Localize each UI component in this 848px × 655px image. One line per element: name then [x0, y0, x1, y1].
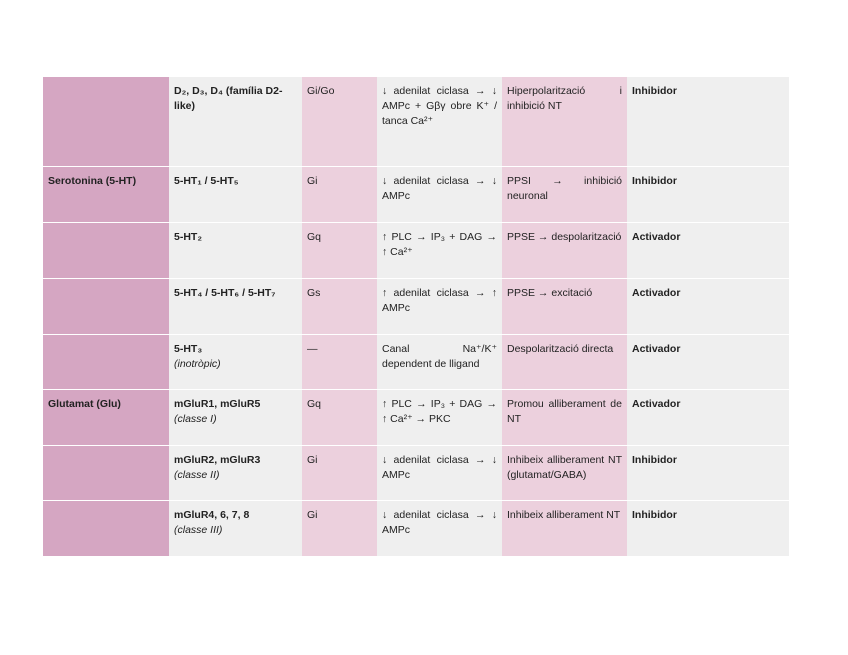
type-cell: [627, 278, 789, 334]
group-cell-text: Serotonina (5-HT): [48, 174, 137, 187]
mechanism-cell: [377, 77, 502, 166]
effect-cell: [502, 77, 627, 166]
protein-cell-text: Gi: [307, 174, 318, 187]
effect-cell-text: PPSI → inhibició neuronal: [507, 174, 622, 202]
effect-cell-text: Hiperpolarització i inhibició NT: [507, 85, 622, 112]
type-cell-text: Activador: [632, 342, 681, 355]
table-row: [43, 222, 789, 278]
type-cell-text: Activador: [632, 397, 681, 410]
type-cell-text: Activador: [632, 286, 681, 299]
type-cell: [627, 334, 789, 389]
receptor-cell-text: 5-HT₃: [174, 342, 203, 355]
receptor-cell: [169, 445, 302, 500]
mechanism-cell-text: ↓ adenilat ciclasa → ↓ AMPc: [382, 508, 497, 536]
type-cell: [627, 222, 789, 278]
receptor-cell: [169, 77, 302, 166]
mechanism-cell-text: ↑ PLC → IP₃ + DAG → ↑ Ca²⁺ → PKC: [382, 397, 497, 425]
table-row: [43, 445, 789, 500]
effect-cell-text: Inhibeix alliberament NT: [507, 508, 621, 521]
group-cell: [43, 166, 169, 222]
effect-cell-text: PPSE → despolarització: [507, 230, 622, 243]
group-cell: [43, 500, 169, 556]
effect-cell-text: Inhibeix alliberament NT (glutamat/GABA): [507, 453, 622, 481]
effect-cell: [502, 166, 627, 222]
receptor-cell-text: 5-HT₄ / 5-HT₆ / 5-HT₇: [174, 286, 276, 299]
protein-cell: [302, 278, 377, 334]
receptor-cell: [169, 278, 302, 334]
group-cell: [43, 222, 169, 278]
effect-cell: [502, 278, 627, 334]
mechanism-cell: [377, 222, 502, 278]
type-cell: [627, 77, 789, 166]
mechanism-cell: [377, 166, 502, 222]
receptor-note: (classe I): [174, 412, 217, 425]
group-cell: [43, 334, 169, 389]
type-cell: [627, 500, 789, 556]
protein-cell-text: Gq: [307, 397, 322, 410]
receptor-cell-text: mGluR4, 6, 7, 8: [174, 508, 250, 521]
group-cell: [43, 389, 169, 445]
protein-cell: [302, 389, 377, 445]
protein-cell-text: Gs: [307, 286, 321, 299]
type-cell-text: Inhibidor: [632, 85, 677, 97]
table-row: [43, 77, 789, 166]
receptor-cell: [169, 334, 302, 389]
table-row: [43, 500, 789, 556]
type-cell-text: Activador: [632, 230, 681, 243]
mechanism-cell: [377, 500, 502, 556]
receptor-cell: [169, 166, 302, 222]
protein-cell-text: —: [307, 342, 318, 355]
receptor-cell-text: 5-HT₂: [174, 230, 202, 243]
effect-cell-text: Promou alliberament de NT: [507, 397, 622, 425]
table-row: [43, 334, 789, 389]
type-cell: [627, 166, 789, 222]
protein-cell-text: Gi: [307, 453, 318, 466]
type-cell: [627, 445, 789, 500]
protein-cell: [302, 445, 377, 500]
effect-cell: [502, 334, 627, 389]
receptor-cell: [169, 222, 302, 278]
group-cell-text: Glutamat (Glu): [48, 397, 121, 410]
receptor-cell: [169, 500, 302, 556]
effect-cell-text: Despolarització directa: [507, 342, 614, 355]
receptor-table: [43, 77, 789, 557]
type-cell: [627, 389, 789, 445]
table-row: [43, 166, 789, 222]
mechanism-cell-text: ↑ adenilat ciclasa → ↑ AMPc: [382, 286, 497, 314]
effect-cell: [502, 500, 627, 556]
type-cell-text: Inhibidor: [632, 453, 677, 466]
effect-cell: [502, 445, 627, 500]
receptor-note: (classe II): [174, 468, 220, 481]
protein-cell: [302, 222, 377, 278]
receptor-cell-text: D₂, D₃, D₄ (família D2-like): [174, 85, 283, 112]
mechanism-cell-text: ↓ adenilat ciclasa → ↓ AMPc: [382, 453, 497, 481]
protein-cell: [302, 500, 377, 556]
mechanism-cell: [377, 278, 502, 334]
protein-cell-text: Gi: [307, 508, 318, 521]
mechanism-cell-text: Canal Na⁺/K⁺ dependent de lligand: [382, 342, 497, 370]
mechanism-cell: [377, 334, 502, 389]
receptor-note: (classe III): [174, 523, 223, 536]
type-cell-text: Inhibidor: [632, 508, 677, 521]
group-cell: [43, 445, 169, 500]
protein-cell: [302, 77, 377, 166]
type-cell-text: Inhibidor: [632, 174, 677, 187]
receptor-cell-text: 5-HT₁ / 5-HT₅: [174, 174, 239, 187]
protein-cell-text: Gq: [307, 230, 322, 243]
effect-cell: [502, 389, 627, 445]
effect-cell-text: PPSE → excitació: [507, 286, 593, 299]
group-cell: [43, 77, 169, 166]
receptor-cell-text: mGluR1, mGluR5: [174, 397, 261, 410]
table-row: [43, 278, 789, 334]
mechanism-cell-text: ↓ adenilat ciclasa → ↓ AMPc + Gβγ obre K⁺ / tanca Ca²⁺: [382, 85, 497, 127]
effect-cell: [502, 222, 627, 278]
receptor-note: (inotròpic): [174, 357, 221, 370]
protein-cell: [302, 334, 377, 389]
receptor-cell-text: mGluR2, mGluR3: [174, 453, 261, 466]
group-cell: [43, 278, 169, 334]
mechanism-cell-text: ↑ PLC → IP₃ + DAG → ↑ Ca²⁺: [382, 230, 497, 258]
protein-cell-text: Gi/Go: [307, 85, 335, 97]
mechanism-cell-text: ↓ adenilat ciclasa → ↓ AMPc: [382, 174, 497, 202]
protein-cell: [302, 166, 377, 222]
table-row: [43, 389, 789, 445]
receptor-cell: [169, 389, 302, 445]
mechanism-cell: [377, 445, 502, 500]
mechanism-cell: [377, 389, 502, 445]
